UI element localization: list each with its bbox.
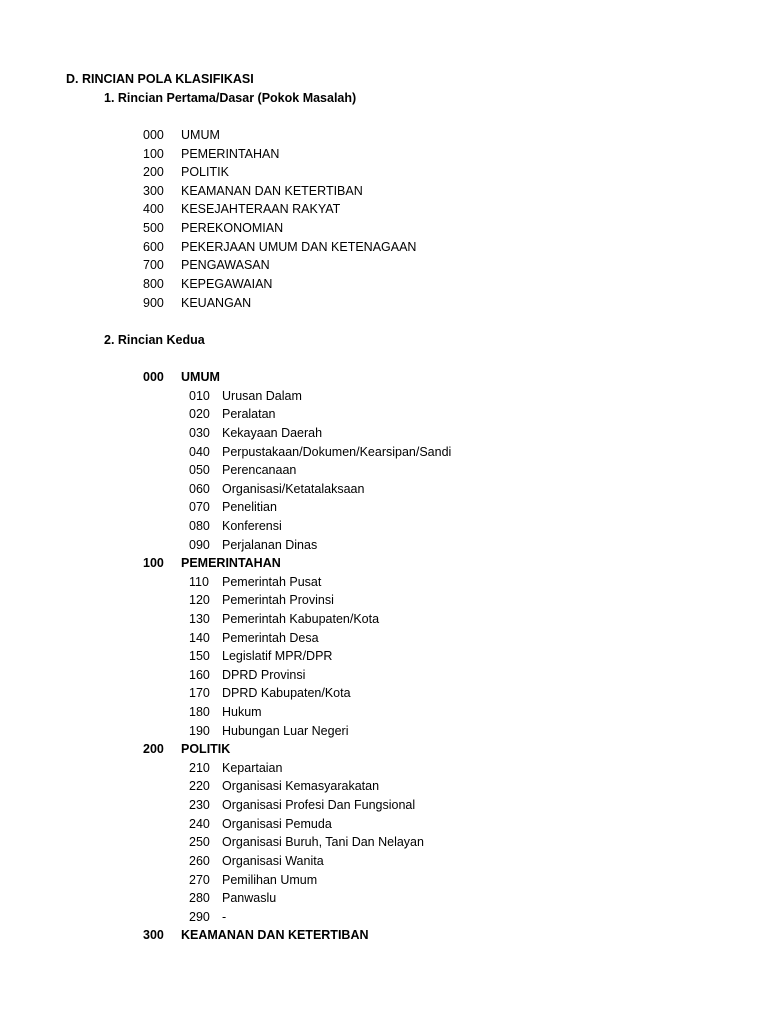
s2-group-label: POLITIK: [181, 742, 231, 756]
s2-item-code: 240: [189, 817, 210, 831]
s2-item-label: Kekayaan Daerah: [222, 426, 323, 440]
s2-item-label: Organisasi Profesi Dan Fungsional: [222, 798, 416, 812]
s1-label: KEAMANAN DAN KETERTIBAN: [181, 184, 363, 198]
s2-item-code: 160: [189, 668, 210, 682]
s2-item-label: Perpustakaan/Dokumen/Kearsipan/Sandi: [222, 445, 452, 459]
s1-label: PENGAWASAN: [181, 258, 270, 272]
section1-title: 1. Rincian Pertama/Dasar (Pokok Masalah): [104, 91, 357, 105]
s1-label: POLITIK: [181, 165, 229, 179]
s2-item-code: 270: [189, 873, 210, 887]
s2-item-code: 280: [189, 891, 210, 905]
s2-item-code: 070: [189, 500, 210, 514]
s2-item-code: 110: [189, 575, 209, 589]
s2-item-label: Pemerintah Kabupaten/Kota: [222, 612, 380, 626]
s2-item-code: 250: [189, 835, 210, 849]
s1-code: 600: [143, 240, 164, 254]
s2-item-label: Legislatif MPR/DPR: [222, 649, 333, 663]
s2-item-label: Perencanaan: [222, 463, 297, 477]
s1-code: 800: [143, 277, 164, 291]
s2-item-code: 260: [189, 854, 210, 868]
document-heading: D. RINCIAN POLA KLASIFIKASI: [66, 72, 254, 86]
s2-item-label: Pemerintah Provinsi: [222, 593, 334, 607]
s2-group-label: PEMERINTAHAN: [181, 556, 281, 570]
s1-label: UMUM: [181, 128, 220, 142]
s1-code: 300: [143, 184, 164, 198]
s2-item-code: 220: [189, 779, 210, 793]
s2-item-label: Peralatan: [222, 407, 276, 421]
s1-code: 000: [143, 128, 164, 142]
s2-item-label: Organisasi Buruh, Tani Dan Nelayan: [222, 835, 424, 849]
s2-item-code: 030: [189, 426, 210, 440]
s2-group-label: KEAMANAN DAN KETERTIBAN: [181, 928, 369, 942]
s2-item-code: 150: [189, 649, 210, 663]
s2-group-code: 300: [143, 928, 164, 942]
s2-item-code: 170: [189, 686, 210, 700]
s2-item-code: 090: [189, 538, 210, 552]
s1-code: 700: [143, 258, 164, 272]
s2-group-code: 200: [143, 742, 164, 756]
s2-item-code: 010: [189, 389, 210, 403]
s2-item-label: -: [222, 910, 227, 924]
s2-item-label: Kepartaian: [222, 761, 283, 775]
s2-item-label: Pemerintah Desa: [222, 631, 319, 645]
s1-label: PEREKONOMIAN: [181, 221, 284, 235]
s2-item-label: DPRD Provinsi: [222, 668, 306, 682]
s1-label: KESEJAHTERAAN RAKYAT: [181, 202, 341, 216]
s2-item-label: Urusan Dalam: [222, 389, 302, 403]
s2-item-label: Panwaslu: [222, 891, 277, 905]
s2-item-code: 140: [189, 631, 210, 645]
s2-item-code: 130: [189, 612, 210, 626]
s2-group-code: 100: [143, 556, 164, 570]
s2-item-code: 210: [189, 761, 210, 775]
s2-item-label: Hubungan Luar Negeri: [222, 724, 349, 738]
s2-item-label: Penelitian: [222, 500, 277, 514]
s2-item-code: 020: [189, 407, 210, 421]
s2-item-code: 230: [189, 798, 210, 812]
s2-group-code: 000: [143, 370, 164, 384]
s2-item-label: Organisasi Pemuda: [222, 817, 332, 831]
s1-label: PEMERINTAHAN: [181, 147, 280, 161]
s1-label: PEKERJAAN UMUM DAN KETENAGAAN: [181, 240, 417, 254]
s2-item-code: 120: [189, 593, 210, 607]
s2-item-label: Organisasi Wanita: [222, 854, 324, 868]
s1-label: KEPEGAWAIAN: [181, 277, 273, 291]
s2-item-code: 080: [189, 519, 210, 533]
s1-code: 200: [143, 165, 164, 179]
section2-title: 2. Rincian Kedua: [104, 333, 205, 347]
s2-item-label: Organisasi/Ketatalaksaan: [222, 482, 365, 496]
s2-group-label: UMUM: [181, 370, 220, 384]
s2-item-code: 190: [189, 724, 210, 738]
s1-label: KEUANGAN: [181, 296, 252, 310]
s2-item-code: 040: [189, 445, 210, 459]
s2-item-label: Pemerintah Pusat: [222, 575, 322, 589]
s1-code: 400: [143, 202, 164, 216]
s2-item-code: 060: [189, 482, 210, 496]
s2-item-code: 290: [189, 910, 210, 924]
s2-item-label: DPRD Kabupaten/Kota: [222, 686, 351, 700]
s2-item-code: 180: [189, 705, 210, 719]
s1-code: 900: [143, 296, 164, 310]
s2-item-label: Perjalanan Dinas: [222, 538, 318, 552]
s2-item-label: Organisasi Kemasyarakatan: [222, 779, 380, 793]
s1-code: 100: [143, 147, 164, 161]
s1-code: 500: [143, 221, 164, 235]
s2-item-label: Konferensi: [222, 519, 282, 533]
s2-item-code: 050: [189, 463, 210, 477]
s2-item-label: Pemilihan Umum: [222, 873, 318, 887]
s2-item-label: Hukum: [222, 705, 262, 719]
